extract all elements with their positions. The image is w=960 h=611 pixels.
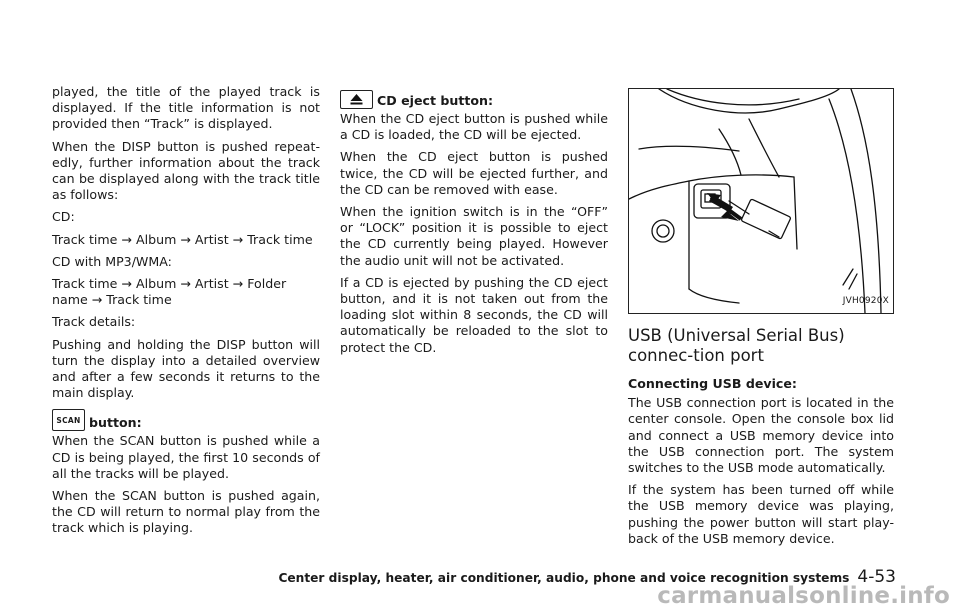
cd-label: CD: <box>52 209 75 225</box>
arrow-icon: → <box>91 292 103 308</box>
scan-heading-row <box>52 409 320 431</box>
figure-code: JVH0920X <box>842 295 889 306</box>
paragraph: If a CD is ejected by pushing the CD eject button, and it is not taken out from the loading slot within 8 seconds, the CD will automatically be reloaded to the slot to protect the CD. <box>340 274 608 355</box>
column-1 <box>52 84 320 543</box>
usb-port-illustration <box>628 88 894 314</box>
arrow-icon: → <box>232 231 244 247</box>
eject-heading-row <box>340 90 608 109</box>
arrow-icon: → <box>121 276 132 292</box>
section-heading: USB (Universal Serial Bus) connec-tion port <box>628 326 845 365</box>
paragraph: When the DISP button is pushed repeat-edly, further information about the track can be displayed along with the track title as follows: <box>52 138 320 203</box>
seq-item: Track time <box>52 231 118 247</box>
sub-heading: Connecting USB device: <box>628 376 797 391</box>
paragraph: When the CD eject button is pushed twice, the CD will be ejected further, and the CD can be removed with ease. <box>340 149 608 197</box>
console-drawing <box>629 89 893 313</box>
paragraph: played, the title of the played track is displayed. If the title information is not provided then “Track” is displayed. <box>52 84 320 132</box>
seq-item: Album <box>135 276 177 292</box>
details-label: Track details: <box>52 314 136 330</box>
seq-item: Artist <box>194 276 229 292</box>
seq-item: Track time <box>106 292 172 308</box>
arrow-icon: → <box>180 276 191 292</box>
cd-sequence <box>52 232 320 248</box>
page-number: 4-53 <box>857 567 896 587</box>
eject-icon <box>341 91 372 108</box>
paragraph: When the SCAN button is pushed while a CD is being played, the first 10 seconds of all the tracks will be played. <box>52 433 320 481</box>
paragraph: If the system has been turned off while the USB memory device was playing, pushing the power button will start play-back of the USB memory device. <box>628 482 894 546</box>
seq-item: Track time <box>52 276 118 292</box>
arrow-icon: → <box>180 231 191 247</box>
watermark: carmanualsonline.info <box>657 583 950 609</box>
paragraph: The USB connection port is located in the center console. Open the console box lid and connect a USB memory device into the USB connection port. The system switches to the USB mode automatically. <box>628 395 894 476</box>
paragraph: Pushing and holding the DISP button will turn the display into a detailed overview and after a few seconds it returns to the main display. <box>52 336 320 401</box>
paragraph: When the CD eject button is pushed while a CD is loaded, the CD will be ejected. <box>340 111 608 143</box>
chapter-title: Center display, heater, air conditioner, audio, phone and voice recognition systems <box>278 571 850 585</box>
paragraph: When the ignition switch is in the “OFF” or “LOCK” position it is possible to eject the CD currently being played. However the audio unit will not be activated. <box>340 204 608 268</box>
paragraph: When the SCAN button is pushed again, the CD will return to normal play from the track which is playing. <box>52 488 320 536</box>
mp3-label: CD with MP3/WMA: <box>52 253 172 269</box>
eject-button-icon <box>340 90 373 109</box>
arrow-icon: → <box>121 231 132 247</box>
seq-item: Album <box>135 231 177 247</box>
seq-item: Artist <box>194 231 229 247</box>
mp3-sequence <box>52 276 320 308</box>
scan-button-icon: SCAN <box>52 409 85 431</box>
arrow-icon: → <box>232 276 244 292</box>
column-3 <box>628 88 894 553</box>
column-2 <box>340 84 608 362</box>
scan-heading: button: <box>89 415 142 431</box>
eject-heading: CD eject button: <box>377 92 494 108</box>
seq-item: Folder name <box>52 276 287 308</box>
seq-item: Track time <box>247 231 313 247</box>
